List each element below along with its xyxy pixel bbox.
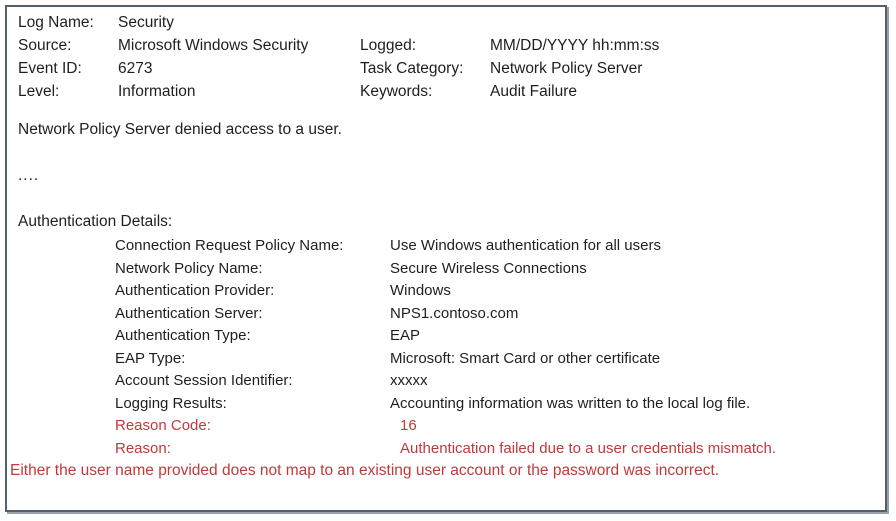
field-label: Source: — [18, 37, 72, 54]
detail-value: 16 — [400, 417, 417, 434]
detail-row — [18, 280, 875, 303]
field-label: Logged: — [360, 37, 417, 54]
field-label: Task Category: — [360, 60, 464, 77]
detail-label: Authentication Server: — [115, 304, 263, 322]
field-value: Microsoft Windows Security — [118, 37, 309, 54]
field-value: Network Policy Server — [490, 60, 643, 77]
reason-explanation-note: Either the user name provided does not map to an existing user account or the password was incorrect. — [10, 462, 720, 479]
field-value: Audit Failure — [490, 83, 578, 100]
detail-row — [18, 303, 875, 326]
detail-value: Windows — [390, 282, 451, 299]
field-label: Log Name: — [18, 14, 94, 31]
detail-row — [18, 258, 875, 281]
detail-value: Authentication failed due to a user credentials mismatch. — [400, 439, 777, 457]
auth-details-list — [18, 235, 875, 460]
detail-row — [18, 325, 875, 348]
auth-details-heading: Authentication Details: — [18, 213, 173, 230]
event-header — [18, 11, 875, 103]
field-label: Keywords: — [360, 83, 433, 100]
omitted-text-ellipsis: .... — [18, 167, 40, 184]
detail-row-reason — [18, 438, 875, 461]
field-value — [490, 11, 875, 34]
detail-label: Reason Code: — [115, 417, 211, 434]
detail-label: Authentication Type: — [115, 327, 251, 344]
field-value: 6273 — [118, 60, 153, 77]
detail-label: Account Session Identifier: — [115, 372, 293, 389]
detail-label: Authentication Provider: — [115, 282, 275, 299]
detail-row — [18, 393, 875, 416]
field-label: Event ID: — [18, 60, 82, 77]
detail-label: Logging Results: — [115, 394, 227, 412]
field-value: Information — [118, 83, 196, 100]
field-value: Security — [118, 14, 174, 31]
detail-value: Use Windows authentication for all users — [390, 237, 661, 254]
detail-value: xxxxx — [390, 372, 428, 389]
detail-row — [18, 348, 875, 371]
detail-label: Network Policy Name: — [115, 259, 263, 277]
field-label: Level: — [18, 83, 60, 100]
field-label — [360, 11, 490, 34]
detail-label: EAP Type: — [115, 349, 186, 367]
detail-value: Accounting information was written to the local log file. — [390, 394, 751, 412]
detail-label: Connection Request Policy Name: — [115, 237, 344, 254]
detail-label: Reason: — [115, 439, 171, 457]
detail-row-reason-code — [18, 415, 875, 438]
field-value: MM/DD/YYYY hh:mm:ss — [490, 37, 660, 54]
event-log-frame — [5, 5, 887, 512]
detail-value: NPS1.contoso.com — [390, 304, 519, 322]
detail-value: Microsoft: Smart Card or other certificate — [390, 349, 661, 367]
event-description: Network Policy Server denied access to a user. — [18, 121, 342, 138]
detail-row — [18, 370, 875, 393]
detail-value: EAP — [390, 327, 421, 344]
detail-value: Secure Wireless Connections — [390, 259, 587, 277]
detail-row — [18, 235, 875, 258]
